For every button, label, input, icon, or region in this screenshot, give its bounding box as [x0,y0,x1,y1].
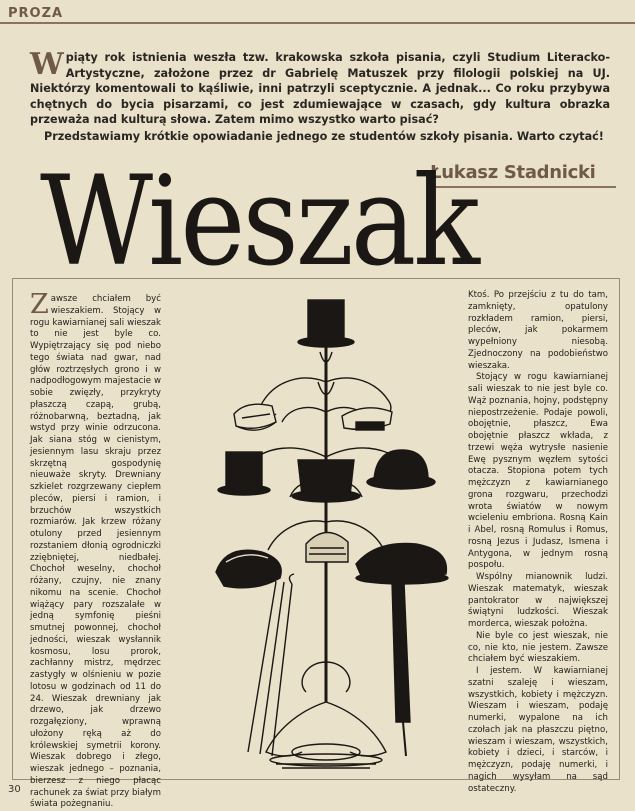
right-column [468,290,608,795]
body-dropcap: Z [30,289,49,320]
feathered-hat-icon [216,550,281,588]
left-column [30,289,161,811]
section-label: PROZA [8,6,64,21]
intro-dropcap: W [30,47,64,82]
intro-paragraph-2: Przedstawiamy krótkie opowiadanie jednego ze studentów szkoły pisania. Warto czytać! [44,129,604,143]
right-paragraph-4: Nie byle co jest wieszak, nie co, nie kto, nie jestem. Zawsze chciałem być wieszakiem. [468,630,608,665]
intro-paragraph-1 [30,47,610,128]
top-hat-icon [298,300,354,347]
cloth-cap-icon [306,532,348,562]
left-column-paragraph [30,289,161,811]
military-cap-icon [234,404,276,430]
officer-cap-icon [342,408,392,430]
right-paragraph-2: Stojący w rogu kawiarnianej sali wieszak to nie jest byle co. Wąż poznania, hojny, podstępny niepostrzeżenie. Podaje powoli, obojętnie, płaszcz, Ewa obojętnie płaszcz wkłada, z trzewi węża wytrysłe nasienie Ewę pysznym węzłem sytości otacza. Stopiona potem tych mężczyzn z kawiarnianego grona rozgwaru, przechodzi wrota światów w nowym wcieleniu embriona. Rosną Kain i Abel, rosną Romulus i Romus, rosną Jezus i Judasz, Ismena i Antygona, w jednym rosną pospołu. [468,372,608,571]
umbrella-icon [390,570,410,756]
center-hat-icon [292,460,360,502]
page-number: 30 [8,784,21,795]
coat-rack-illustration [206,282,460,774]
bowler-hat-icon [367,450,435,489]
intro-text-1: piąty rok istnienia weszła tzw. krakowska szkoła pisania, czyli Studium Literacko-Artystyczne, założone przez dr Gabrielę Matuszek przy filologii polskiej na UJ. Niektórzy komentowali to kąśliwie, inni patrzyli sceptycznie. A jednak... Co roku przybywa chętnych do bycia pisarzami, co jest zdumiewające w czasach, gdy kultura obrazka przeważa nad kulturą słowa. Zatem mimo wszystko warto pisać? [30,51,610,127]
right-paragraph-1: Ktoś. Po przejściu z tu do tam, zamknięty, opatulony rozkładem ramion, piersi, pleców, jak pokarmem wypełniony niesobą. Zjednoczony na podobieństwo wieszaka. [468,290,608,371]
intro-lead [30,47,610,145]
wide-brim-hat-icon [356,543,448,584]
walking-sticks-icon [248,572,294,756]
article-headline: Wieszak [40,149,478,294]
right-paragraph-3: Wspólny mianownik ludzi. Wieszak matematyk, wieszak pantokrator w największej świątyni ludzkości. Wieszak morderca, wieszak położna. [468,572,608,629]
left-column-text: awsze chciałem być wieszakiem. Stojący w rogu kawiarnianej sali wieszak to nie jest byle co. Wypiętrzający się pod niebo tego świata nad gwar, nad głów roztrzęsłych grono i w nadpodłogowym majestacie w sobie zwięzły, przykryty płaszczą czapą, grubą, różnobarwną, beztadną, jak wstyd przy winie odrzucona. Jak siana stóg w cienistym, jesiennym lasu skraju przez skrzętną gospodynię nieuważe skryty. Drewniany szkielet rozgrzewany ciepłem pleców, piersi i ramion, i brzuchów wszystkich rozmiarów. Jak krzew różany otulony przed jesiennym rozstaniem dłonią ogrodniczki zziębniętej, niedbałej. Chochoł weselny, chochoł różany, czujny, nie znany nikomu na scenie. Chochoł wiążący pary rozszalałe w jedną symfonię pieśni smutnej powonnej, chochoł jedności, wieszak wysłannik kosmosu, losu prorok, zachłanny mistrz, mędrzec zastygły w olśnieniu w pozie lotosu w godzinach od 11 do 24. Wieszak drewniany jak drzewo, jak drzewo rozgałęziony, wprawną ułożony ręką aż do królewskiej symetrii korony. Wieszak dobrego i złego, wieszak jednego – poznania, bierzesz z niego płacąc rachunek za świat przy białym świata pożegnaniu. [30,294,161,810]
author-name: Łukasz Stadnicki [430,162,596,183]
section-rule [0,22,635,24]
top-hat-left-icon [218,452,270,495]
right-paragraph-5: I jestem. W kawiarnianej szatni szaleję i wieszam, wszystkich, kobiety i mężczyzn. Wieszam i wieszam, podaję numerki, wypalone na ich czołach jak na płaszczu piętno, wieszam i wieszam, wszystkich, kobiety i dzieci, i starców, i mężczyzn, podaję numerki, i nagich wysyłam na sąd ostateczny. [468,666,608,794]
